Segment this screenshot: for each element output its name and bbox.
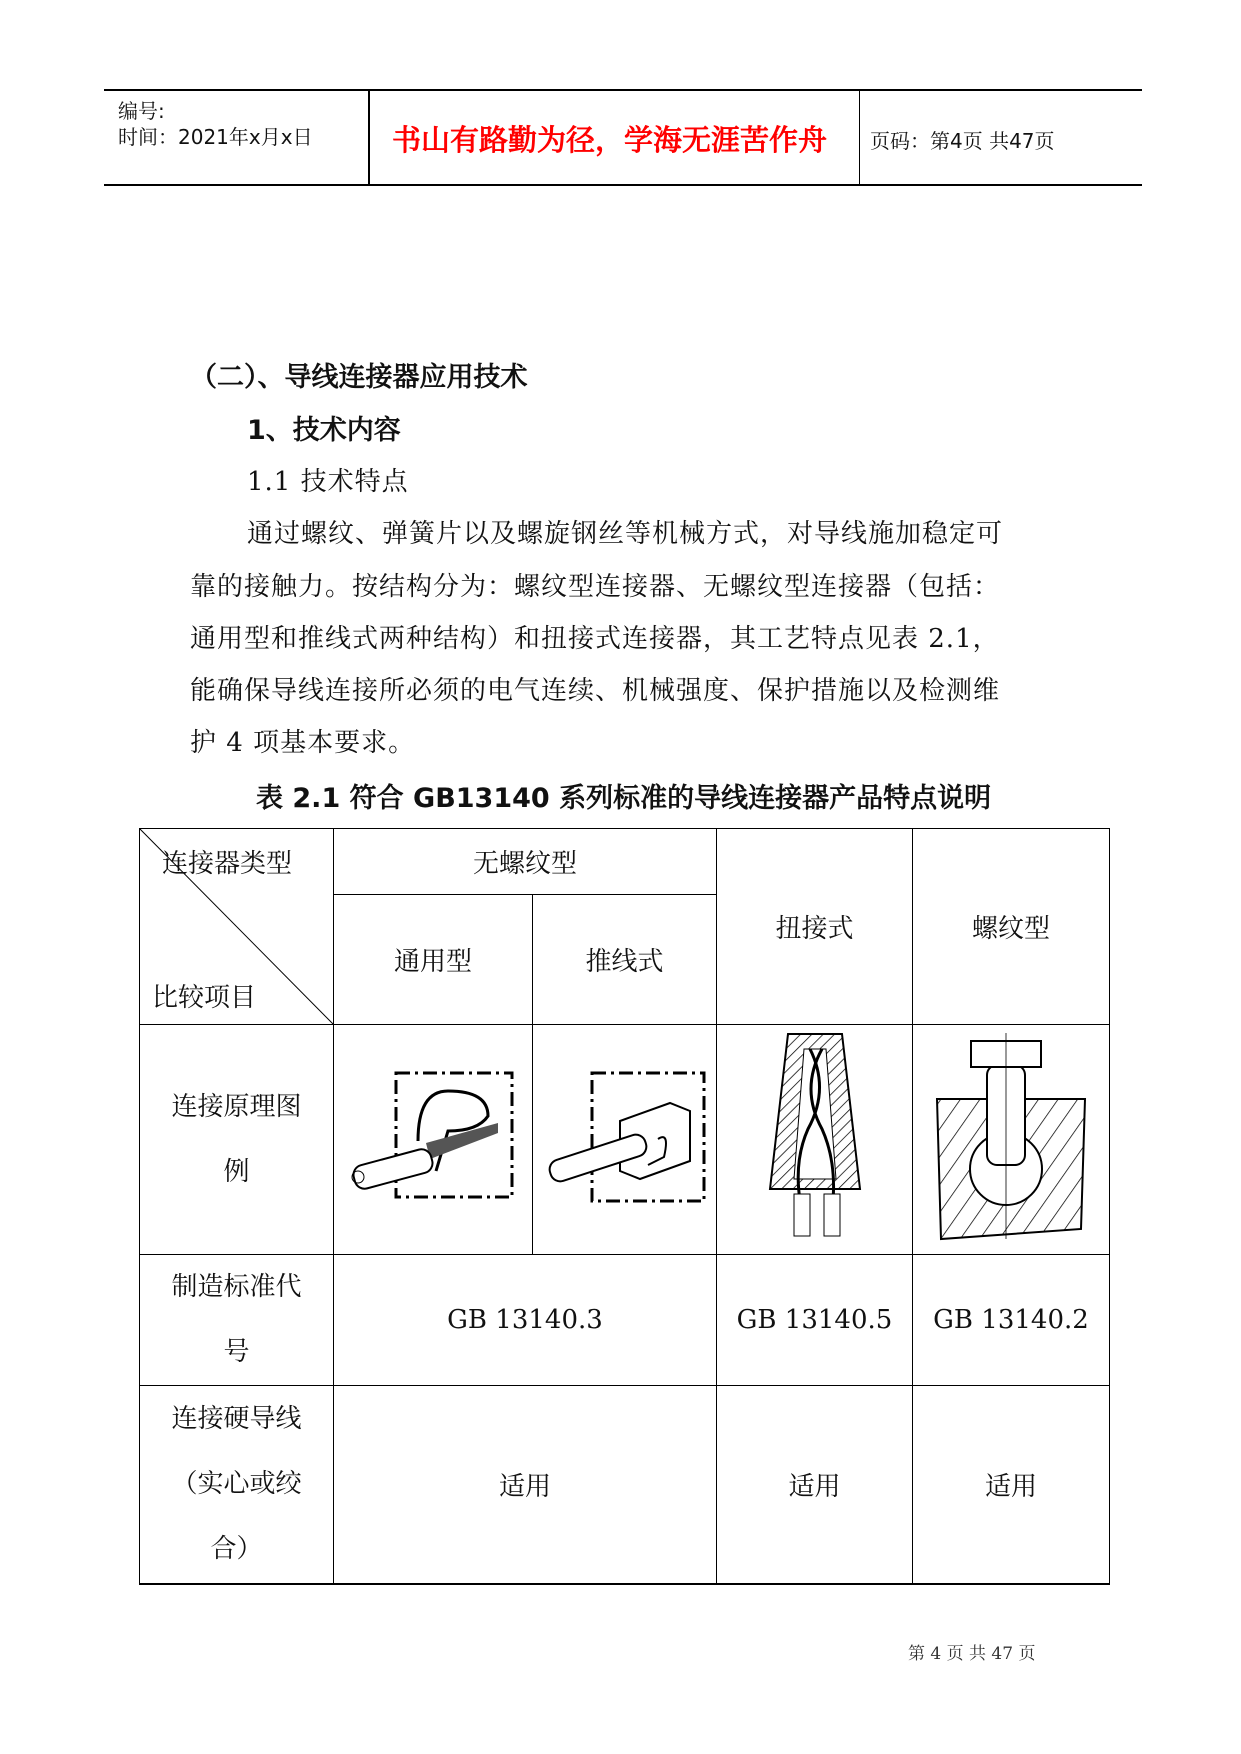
table-caption: 表 2.1 符合 GB13140 系列标准的导线连接器产品特点说明	[256, 783, 992, 814]
twist-connector-illustration	[760, 1029, 870, 1244]
label-line: 连接硬导线	[171, 1403, 302, 1434]
paragraph-line: 护 4 项基本要求。	[190, 728, 416, 758]
general-connector-illustration	[348, 1061, 518, 1211]
paragraph-line: 通过螺纹、弹簧片以及螺旋钢丝等机械方式，对导线施加稳定可	[247, 519, 1004, 549]
row-label-standard	[140, 1255, 334, 1386]
corner-top-label: 连接器类型	[162, 849, 293, 879]
label-line: 号	[223, 1337, 250, 1367]
paragraph-line: 靠的接触力。按结构分为：螺纹型连接器、无螺纹型连接器（包括：	[190, 572, 1001, 602]
corner-header-cell	[140, 829, 334, 1025]
page-label: 页码：第4页 共47页	[870, 129, 1055, 153]
general-diagram	[334, 1025, 533, 1255]
time-label: 时间：2021年x月x日	[118, 125, 313, 149]
hard-wire-screwless: 适用	[334, 1386, 717, 1584]
header-divider	[859, 91, 860, 184]
sub-sub-title: 1.1 技术特点	[247, 467, 409, 497]
col-header-general: 通用型	[334, 895, 533, 1025]
col-header-push: 推线式	[533, 895, 717, 1025]
push-connector-illustration	[540, 1061, 710, 1211]
screw-diagram	[913, 1025, 1110, 1255]
page-header	[104, 89, 1142, 186]
label-line: 例	[223, 1156, 250, 1187]
number-label: 编号:	[118, 99, 165, 123]
hard-wire-twist: 适用	[717, 1386, 913, 1584]
standard-twist: GB 13140.5	[717, 1255, 913, 1386]
label-line: （实心或绞	[171, 1468, 302, 1499]
corner-bottom-label: 比较项目	[152, 983, 257, 1013]
standard-screwless: GB 13140.3	[334, 1255, 717, 1386]
paragraph-line: 能确保导线连接所必须的电气连续、机械强度、保护措施以及检测维	[190, 676, 1001, 706]
comparison-table	[139, 828, 1110, 1585]
col-header-twist: 扭接式	[717, 829, 913, 1025]
push-diagram	[533, 1025, 717, 1255]
section-title: （二）、导线连接器应用技术	[190, 362, 528, 393]
group-header-screwless: 无螺纹型	[334, 829, 717, 895]
header-divider	[368, 91, 370, 184]
label-line: 合）	[210, 1533, 263, 1564]
motto: 书山有路勤为径，学海无涯苦作舟	[392, 123, 828, 157]
page-footer: 第 4 页 共 47 页	[908, 1644, 1036, 1664]
subsection-title: 1、技术内容	[247, 415, 401, 446]
label-line: 制造标准代	[171, 1272, 302, 1302]
col-header-screw: 螺纹型	[913, 829, 1110, 1025]
twist-diagram	[717, 1025, 913, 1255]
row-label-hard-wire	[140, 1386, 334, 1584]
row-label-diagram	[140, 1025, 334, 1255]
paragraph-line: 通用型和推线式两种结构）和扭接式连接器，其工艺特点见表 2.1，	[190, 624, 1000, 654]
standard-screw: GB 13140.2	[913, 1255, 1110, 1386]
hard-wire-screw: 适用	[913, 1386, 1110, 1584]
label-line: 连接原理图	[171, 1091, 302, 1122]
screw-connector-illustration	[931, 1029, 1091, 1244]
